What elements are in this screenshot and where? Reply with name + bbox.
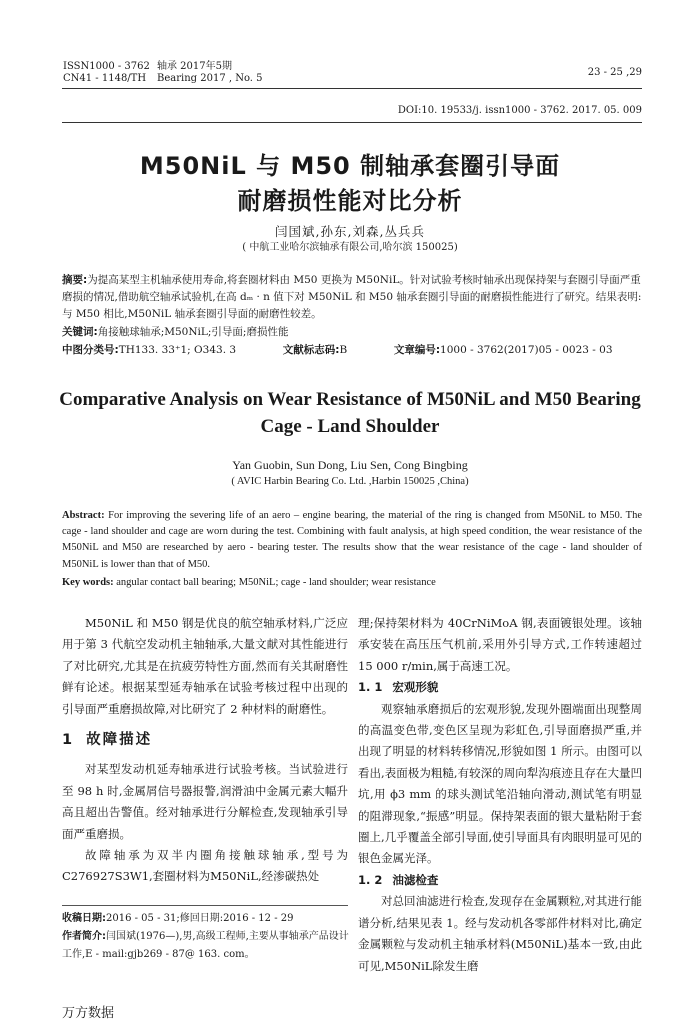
doi-rule (62, 122, 642, 123)
section-1-1-title: 宏观形貌 (392, 680, 439, 695)
section-1-paragraph-2: 故障轴承为双半内圈角接触球轴承,型号为 C276927S3W1,套圈材料为M50NiL,经渗碳热处 (62, 848, 348, 884)
issn: ISSN1000 - 3762 (63, 61, 150, 72)
section-1-title: 故障描述 (86, 732, 153, 749)
footnote-rule (62, 905, 348, 906)
doc-code-label: 文献标志码: (282, 344, 340, 356)
right-column (358, 613, 642, 977)
affiliation-cn: ( 中航工业哈尔滨轴承有限公司,哈尔滨 150025) (242, 242, 458, 253)
title-en-line2: Cage - Land Shoulder (260, 416, 440, 437)
keywords-cn-text: 角接触球轴承;M50NiL;引导面;磨损性能 (97, 326, 289, 338)
title-cn-line2: 耐磨损性能对比分析 (237, 187, 463, 215)
section-1-1-heading (358, 677, 642, 698)
footnote-dates (62, 910, 350, 928)
page-range: 23 - 25 ,29 (587, 67, 642, 78)
section-1-1-paragraph: 观察轴承磨损后的宏观形貌,发现外圈端面出现整周的高温变色带,变色区呈现为彩虹色,引导面磨损严重,并出现了明显的材料转移情况,形貌如图 1 所示。由图可以看出,表面极为粗糙,有较深的周向犁沟痕迹且存在大量凹坑,用 ϕ3 mm 的球头测试笔沿轴向滑动,测试笔有明显的阻滞现象,“振感”明显。保持架表面的银大量粘附于套圈上,几乎覆盖全部引导面,使引导面具有肉眼明显可见的银色金属光泽。 (358, 701, 642, 866)
keywords-cn-label: 关键词: (62, 326, 98, 338)
abstract-en (62, 508, 642, 573)
abstract-cn (62, 272, 642, 323)
abstract-cn-label: 摘要: (62, 274, 88, 286)
footnote-dates-text: 2016 - 05 - 31;修回日期:2016 - 12 - 29 (106, 913, 294, 924)
authors-en: Yan Guobin, Sun Dong, Liu Sen, Cong Bingbing (232, 458, 468, 472)
section-1-1-number: 1. 1 (358, 680, 383, 695)
abstract-en-text: For improving the severing life of an aero – engine bearing, the material of the ring is changed from M50NiL to M50. The cage - land shoulder and cage are worn during the test. Combining with fault analysis, at high speed condition, the wear resistance of the M50NiL and M50 are researched by aero - bearing tester. The results show that the wear resistance of the cage - land shoulder of M50NiL is lower than that of M50. (62, 510, 643, 570)
left-column (62, 613, 348, 888)
doc-code-value: B (339, 344, 348, 356)
header-rule (62, 88, 642, 89)
footnote-author-label: 作者简介: (62, 931, 106, 942)
intro-paragraph: M50NiL 和 M50 钢是优良的航空轴承材料,广泛应用于第 3 代航空发动机主轴轴承,大量文献对其性能进行了对比研究,尤其是在抗疲劳特性方面,然而有关其耐磨性鲜有论述。根据某型延寿轴承在试验考核过程中出现的引导面严重磨损故障,对比研究了 2 种材料的耐磨性。 (62, 616, 348, 716)
footnote-author (62, 928, 350, 964)
article-no-value: 1000 - 3762(2017)05 - 0023 - 03 (440, 344, 613, 356)
right-paragraph-0: 理;保持架材料为 40CrNiMoA 钢,表面镀银处理。该轴承安装在高压压气机前,采用外引导方式,工作转速超过 15 000 r/min,属于高速工况。 (358, 616, 642, 673)
authors-cn: 闫国斌,孙东,刘森,丛兵兵 (275, 224, 425, 239)
keywords-en-label: Key words: (62, 577, 114, 588)
classification-line (62, 342, 642, 359)
clc-value: TH133. 33⁺1; O343. 3 (118, 344, 237, 356)
section-1-2-paragraph: 对总回油滤进行检查,发现存在金属颗粒,对其进行能谱分析,结果见表 1。经与发动机各零部件材料对比,确定金属颗粒与发动机主轴承材料(M50NiL)基本一致,由此可见,M50NiL除发生磨 (358, 894, 642, 973)
journal-cn-year: 轴承 2017年5期 (157, 61, 232, 72)
section-1-2-number: 1. 2 (358, 872, 383, 887)
footnote-author-text: 闫国斌(1976—),男,高级工程师,主要从事轴承产品设计工作,E - mail:gjb269 - 87@ 163. com。 (62, 931, 349, 960)
section-1-heading (62, 730, 348, 751)
keywords-en-text: angular contact ball bearing; M50NiL; cage - land shoulder; wear resistance (116, 577, 436, 588)
title-cn-line1: M50NiL 与 M50 制轴承套圈引导面 (139, 152, 561, 180)
doi: DOI:10. 19533/j. issn1000 - 3762. 2017. 05. 009 (397, 105, 642, 116)
journal-en: Bearing 2017 , No. 5 (157, 73, 263, 84)
title-en-line1: Comparative Analysis on Wear Resistance of M50NiL and M50 Bearing (59, 389, 641, 410)
keywords-en (62, 575, 642, 591)
keywords-cn (62, 324, 642, 341)
footnote (62, 910, 350, 964)
clc-label: 中图分类号: (62, 344, 119, 356)
wanfang-watermark: 万方数据 (62, 1006, 115, 1021)
abstract-en-label: Abstract: (62, 510, 105, 521)
footnote-dates-label: 收稿日期: (62, 913, 106, 924)
cn-number: CN41 - 1148/TH (63, 73, 147, 84)
affiliation-en: ( AVIC Harbin Bearing Co. Ltd. ,Harbin 150025 ,China) (231, 476, 469, 487)
section-1-number: 1 (62, 732, 73, 749)
article-no-label: 文章编号: (393, 344, 441, 356)
section-1-2-heading (358, 870, 642, 891)
abstract-cn-text: 为提高某型主机轴承使用寿命,将套圈材料由 M50 更换为 M50NiL。针对试验考核时轴承出现保持架与套圈引导面严重磨损的情况,借助航空轴承试验机,在高 dₘ · n 值下对 M50NiL 和 M50 轴承套圈引导面的耐磨损性能进行了研究。结果表明:与 M50 相比,M50NiL 轴承套圈引导面的耐磨性较差。 (62, 274, 642, 320)
section-1-paragraph-1: 对某型发动机延寿轴承进行试验考核。当试验进行至 98 h 时,金属屑信号器报警,润滑油中金属元素大幅升高且超出告警值。经对轴承进行分解检查,发现轴承引导面严重磨损。 (62, 762, 348, 841)
section-1-2-title: 油滤检查 (392, 872, 439, 887)
